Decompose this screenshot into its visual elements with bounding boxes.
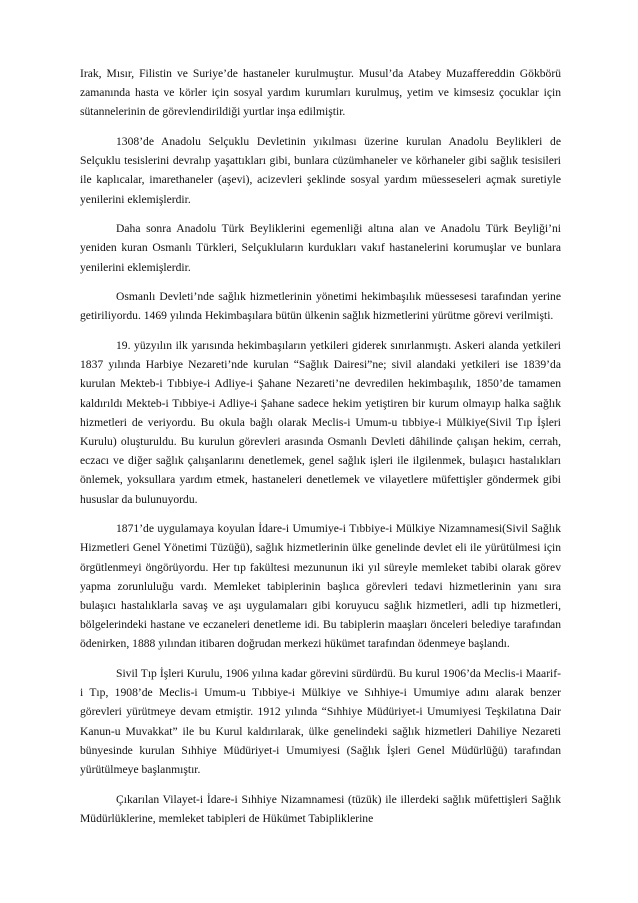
- document-page: [80, 64, 561, 828]
- paragraph-5: 19. yüzyılın ilk yarısında hekimbaşıların yetkileri giderek sınırlanmıştı. Askeri alanda yetkileri 1837 yılında Harbiye Nezareti’nde kurulan “Sağlık Dairesi”ne; sivil alandaki yetkileri ise 1839’da kurulan Mekteb-i Tıbbiye-i Adliye-i Şahane Nezareti’ne devredilen hekimbaşılık, 1850’de tamamen kaldırıldı Mekteb-i Tıbbiye-i Adliye-i Şahane sadece hekim yetiştiren bir kurum olmayıp halka sağlık hizmetleri de veriyordu. Bu okula bağlı olarak Meclis-i Umum-u tıbbiye-i Mülkiye(Sivil Tıp İşleri Kurulu) oluşturuldu. Bu kurulun görevleri arasında Osmanlı Devleti dâhilinde çalışan hekim, cerrah, eczacı ve diğer sağlık çalışanlarını denetlemek, genel sağlık işleri ile ilgilenmek, bulaşıcı hastalıkları önlemek, yoksullara yardım etmek, hastaneleri denetlemek ve vilayetlere müfettişler göndermek gibi hususlar da bulunuyordu.: [80, 339, 561, 506]
- paragraph-6: 1871’de uygulamaya koyulan İdare-i Umumiye-i Tıbbiye-i Mülkiye Nizamnamesi(Sivil Sağlık Hizmetleri Genel Yönetimi Tüzüğü), sağlık hizmetlerinin ülke genelinde devlet eli ile yürütülmesi için örgütlenmeyi öngörüyordu. Her tıp fakültesi mezununun iki yıl süreyle memleket tabibi olarak görev yapma zorunluluğu vardı. Memleket tabiplerinin başlıca görevleri tedavi hizmetlerinin yanı sıra bulaşıcı hastalıklarla savaş ve aşı uygulamaları gibi koruyucu sağlık hizmetleri, adli tıp hizmetleri, bölgelerindeki hastane ve eczaneleri denetleme idi. Bu tabiplerin maaşları önceleri belediye tarafından ödenirken, 1888 yılından itibaren doğrudan merkezi hükümet tarafından ödenmeye başlandı.: [80, 522, 561, 651]
- paragraph-8: Çıkarılan Vilayet-i İdare-i Sıhhiye Nizamnamesi (tüzük) ile illerdeki sağlık müfettişleri Sağlık Müdürlüklerine, memleket tabipleri de Hükümet Tabipliklerine: [80, 792, 561, 825]
- paragraph-3: Daha sonra Anadolu Türk Beyliklerini egemenliği altına alan ve Anadolu Türk Beyliği’ni yeniden kuran Osmanlı Türkleri, Selçukluların kurdukları vakıf hastanelerini korumuşlar ve bunlara yenilerini eklemişlerdir.: [80, 222, 561, 274]
- paragraph-1: Irak, Mısır, Filistin ve Suriye’de hastaneler kurulmuştur. Musul’da Atabey Muzaffereddin Gökbörü zamanında hasta ve körler için sosyal yardım kurumları kurulmuş, yetim ve kimsesiz çocuklar için sütannelerinin de görevlendirildiği yurtlar inşa edilmiştir.: [80, 67, 561, 119]
- paragraph-4: Osmanlı Devleti’nde sağlık hizmetlerinin yönetimi hekimbaşılık müessesesi tarafından yerine getiriliyordu. 1469 yılında Hekimbaşılara bütün ülkenin sağlık hizmetlerini yürütme görevi verilmişti.: [80, 290, 561, 323]
- paragraph-7: Sivil Tıp İşleri Kurulu, 1906 yılına kadar görevini sürdürdü. Bu kurul 1906’da Meclis-i Maarif-i Tıp, 1908’de Meclis-i Umum-u Tıbbiye-i Mülkiye ve Sıhhiye-i Umumiye adını alarak benzer görevleri yürütmeye devam etmiştir. 1912 yılında “Sıhhiye Müdüriyet-i Umumiyesi Teşkilatına Dair Kanun-u Muvakkat” ile bu Kurul kaldırılarak, ülke genelindeki sağlık hizmetleri Dahiliye Nezareti bünyesinde kurulan Sıhhiye Müdüriyet-i Umumiyesi (Sağlık İşleri Genel Müdürlüğü) tarafından yürütülmeye başlanmıştır.: [80, 667, 561, 777]
- paragraph-2: 1308’de Anadolu Selçuklu Devletinin yıkılması üzerine kurulan Anadolu Beylikleri de Selçuklu tesislerini devralıp yaşattıkları gibi, bunlara cüzümhaneler ve körhaneler gibi sağlık tesisileri ile kaplıcalar, imarethaneler (aşevi), acizevleri şeklinde sosyal yardım müesseseleri açmak suretiyle yenilerini eklemişlerdir.: [80, 135, 561, 206]
